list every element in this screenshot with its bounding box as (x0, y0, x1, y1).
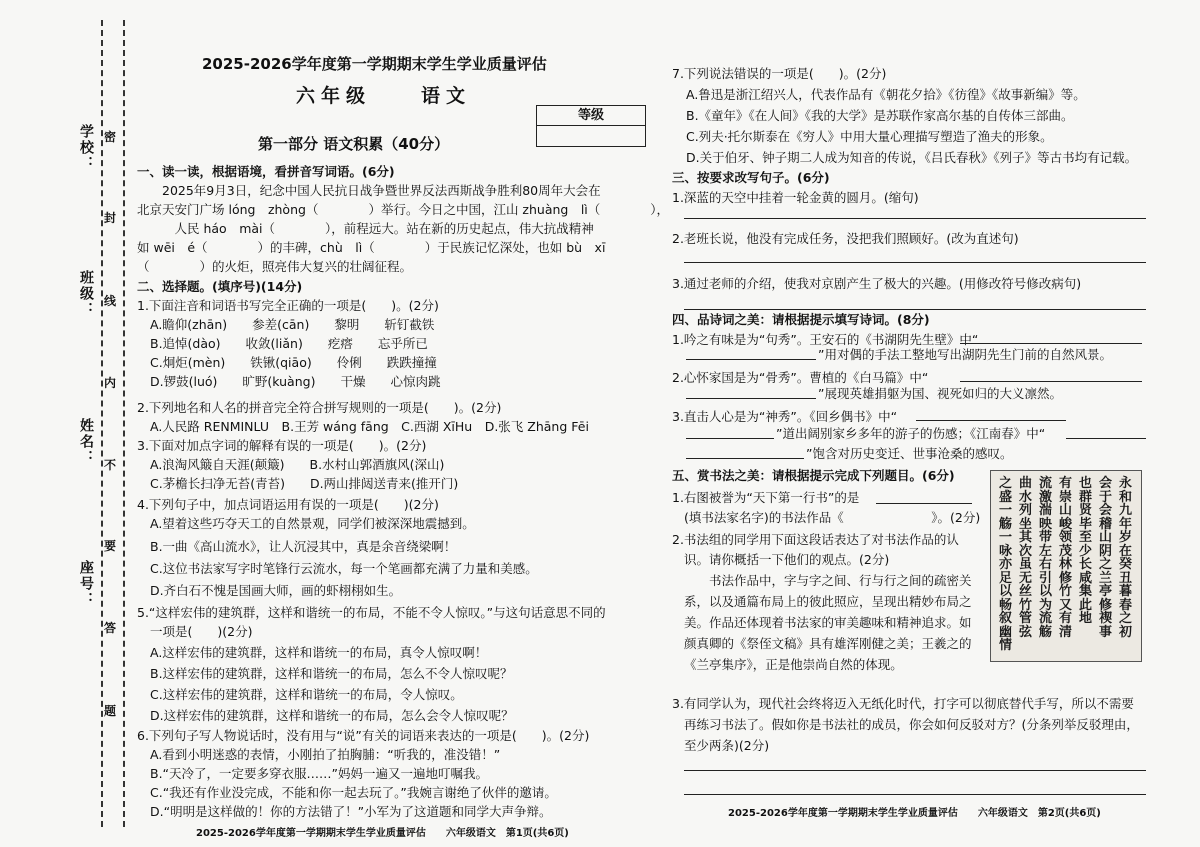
seal-char: 线 (104, 290, 116, 311)
option-line: A.鲁迅是浙江绍兴人，代表作品有《朝花夕拾》《彷徨》《故事新编》等。 (686, 87, 1086, 102)
quoted-passage-line: 颜真卿的《祭侄文稿》具有雄浑刚健之美；王羲之的 (684, 636, 972, 651)
option-line: A.望着这些巧夺天工的自然景观，同学们被深深地震撼到。 (150, 516, 475, 531)
passage-line: 2025年9月3日，纪念中国人民抗日战争暨世界反法西斯战争胜利80周年大会在 (137, 183, 601, 198)
passage-line: 如 wēi é（ ）的丰碑，chù lì（ ）于民族记忆深处，也如 bù xī (137, 240, 606, 255)
seal-char: 要 (104, 535, 116, 556)
answer-line[interactable] (684, 770, 1146, 771)
question-stem: 3.直击人心是为“神秀”。《回乡偶书》中“ (672, 409, 898, 424)
quoted-passage-line: 书法作品中，字与字之间、行与行之间的疏密关 (684, 573, 972, 588)
part-title: 第一部分 语文积累（40分） (258, 135, 450, 153)
answer-blank[interactable] (1066, 438, 1146, 439)
calligraphy-column: 曲水列坐其次虽无丝竹管弦 (1019, 476, 1033, 640)
option-line: D.这样宏伟的建筑群，这样和谐统一的布局，怎么会令人惊叹呢？ (150, 708, 514, 723)
option-line: C.这样宏伟的建筑群，这样和谐统一的布局，令人惊叹。 (150, 687, 463, 702)
question-stem: 2.书法组的同学用下面这段话表达了对书法作品的认 (672, 532, 959, 547)
calligraphy-column: 也群贤毕至少长咸集此地 (1079, 476, 1093, 626)
quoted-passage-line: 《兰亭集序》，正是他崇尚自然的体现。 (684, 657, 903, 672)
class-field-label: 班级： (78, 270, 94, 318)
question-stem: 2.下列地名和人名的拼音完全符合拼写规则的一项是( )。(2分) (137, 400, 502, 415)
seal-char: 答 (104, 617, 116, 638)
exam-header: 2025-2026学年度第一学期期末学生学业质量评估 (202, 55, 547, 73)
calligraphy-column: 有崇山峻领茂林修竹又有清 (1059, 476, 1073, 640)
quoted-passage-line: 美。作品还体现着书法家的审美趣味和精神追求。如 (684, 615, 972, 630)
option-line: C.茅檐长扫净无苔(青苔) D.两山排闼送青来(推开门) (150, 476, 459, 491)
option-line: A.瞻仰(zhān) 参差(cān) 黎明 斩钉截铁 (150, 317, 435, 332)
question-stem-continued: ”用对偶的手法工整地写出湖阴先生门前的自然风景。 (818, 347, 1112, 362)
option-line: B.追悼(dào) 收敛(liǎn) 疙瘩 忘乎所已 (150, 336, 428, 351)
section-heading: 三、按要求改写句子。(6分) (672, 170, 830, 185)
section-heading: 五、赏书法之美：请根据提示完成下列题目。(6分) (672, 468, 955, 483)
passage-line: 人民 háo mài（ ），前程远大。站在新的历史起点，伟大抗战精神 (137, 221, 594, 236)
seat-number-field-label: 座号： (78, 560, 94, 608)
grade-box (536, 105, 646, 147)
option-line: D.齐白石不愧是国画大师，画的虾栩栩如生。 (150, 583, 402, 598)
seal-char: 内 (104, 372, 116, 393)
section-heading: 一、读一读，根据语境，看拼音写词语。(6分) (137, 164, 395, 179)
seal-char: 密 (104, 126, 116, 147)
calligraphy-column: 永和九年岁在癸丑暮春之初 (1119, 476, 1133, 640)
option-line: A.浪淘风簸自天涯(颠簸) B.水村山郭酒旗风(深山) (150, 457, 445, 472)
option-line: D.锣鼓(luó) 旷野(kuàng) 干燥 心惊肉跳 (150, 374, 441, 389)
school-field-label: 学校： (78, 124, 94, 172)
option-line: B.《童年》《在人间》《我的大学》是苏联作家高尔基的自传体三部曲。 (686, 108, 1074, 123)
option-line: D.“明明是这样做的！你的方法错了！”小军为了这道题和同学大声争辩。 (150, 804, 552, 819)
passage-line: （ ）的火炬，照亮伟大复兴的壮阔征程。 (137, 259, 413, 274)
passage-line: 北京天安门广场 lóng zhòng（ ）举行。今日之中国，江山 zhuàng lì（ ）， (137, 202, 670, 217)
question-stem-continued: ”展现英雄捐躯为国、视死如归的大义凛然。 (818, 386, 1062, 401)
answer-blank[interactable] (686, 398, 816, 399)
question-stem: 1.右图被誉为“天下第一行书”的是 (672, 490, 860, 505)
binding-dashed-line-inner (123, 20, 125, 827)
question-stem-continued: 再练习书法了。假如你是书法社的成员，你会如何反驳对方？(分条列举反驳理由， (684, 717, 1139, 732)
seal-char: 题 (104, 700, 116, 721)
grade-box-label: 等级 (537, 106, 645, 126)
option-line: C.炯炬(mèn) 铁锹(qiāo) 伶俐 跌跌撞撞 (150, 355, 437, 370)
question-stem: 5.“这样宏伟的建筑群，这样和谐统一的布局，不能不令人惊叹。”与这句话意思不同的 (137, 605, 606, 620)
question-stem: 3.有同学认为，现代社会终将迈入无纸化时代，打字可以彻底替代手写，所以不需要 (672, 696, 1134, 711)
calligraphy-image (990, 470, 1142, 662)
section-heading: 四、品诗词之美：请根据提示填写诗词。(8分) (672, 312, 930, 327)
question-stem-continued: 至少两条)(2分) (684, 738, 770, 753)
answer-blank[interactable] (960, 343, 1142, 344)
option-line: D.关于伯牙、钟子期二人成为知音的传说，《吕氏春秋》《列子》等古书均有记载。 (686, 150, 1138, 165)
answer-blank[interactable] (686, 438, 774, 439)
question-stem: 6.下列句子写人物说话时，没有用与“说”有关的词语来表达的一项是( )。(2分) (137, 728, 590, 743)
question-stem-continued: (填书法家名字)的书法作品《 》。(2分) (684, 510, 981, 525)
answer-line[interactable] (684, 262, 1146, 263)
answer-blank[interactable] (876, 503, 972, 504)
question-stem: 3.下面对加点字词的解释有误的一项是( )。(2分) (137, 438, 427, 453)
binding-dashed-line-outer (101, 20, 103, 827)
answer-line[interactable] (684, 218, 1146, 219)
option-line: A.这样宏伟的建筑群，这样和谐统一的布局，真令人惊叹啊！ (150, 645, 488, 660)
question-stem: 4.下列句子中，加点词语运用有误的一项是( )(2分) (137, 497, 439, 512)
question-stem: 1.下面注音和词语书写完全正确的一项是( )。(2分) (137, 298, 439, 313)
option-line: B.这样宏伟的建筑群，这样和谐统一的布局，怎么不令人惊叹呢？ (150, 666, 513, 681)
answer-blank[interactable] (686, 458, 804, 459)
option-line: C.“我还有作业没完成，不能和你一起去玩了。”我婉言谢绝了伙伴的邀请。 (150, 785, 557, 800)
answer-blank[interactable] (916, 420, 1066, 421)
name-field-label: 姓名： (78, 418, 94, 466)
option-line: C.这位书法家写字时笔锋行云流水，每一个笔画都充满了力量和美感。 (150, 561, 538, 576)
page1-footer: 2025-2026学年度第一学期期末学生学业质量评估 六年级语文 第1页(共6页) (196, 828, 569, 839)
section-heading: 二、选择题。(填序号)(14分) (137, 279, 303, 294)
question-stem-continued: 识。请你概括一下他们的观点。(2分) (684, 552, 890, 567)
question-stem: 7.下列说法错误的一项是( )。(2分) (672, 66, 887, 81)
calligraphy-column: 会于会稽山阴之兰亭修禊事 (1099, 476, 1113, 640)
answer-line[interactable] (684, 309, 1146, 310)
option-line: B.“天冷了，一定要多穿衣服……”妈妈一遍又一遍地叮嘱我。 (150, 766, 489, 781)
seal-char: 不 (104, 454, 116, 475)
answer-blank[interactable] (686, 359, 816, 360)
question-stem: 2.心怀家国是为“骨秀”。曹植的《白马篇》中“ (672, 370, 929, 385)
calligraphy-column: 流激湍映带左右引以为流觞 (1039, 476, 1053, 640)
question-stem: 2.老班长说，他没有完成任务，没把我们照顾好。(改为直述句) (672, 231, 1019, 246)
option-line: C.列夫·托尔斯泰在《穷人》中用大量心理描写塑造了渔夫的形象。 (686, 129, 1053, 144)
question-stem: 3.通过老师的介绍，使我对京剧产生了极大的兴趣。(用修改符号修改病句) (672, 276, 1082, 291)
question-stem-continued: ”饱含对历史变迁、世事沧桑的感叹。 (806, 446, 1013, 461)
question-stem: 1.深蓝的天空中挂着一轮金黄的圆月。(缩句) (672, 190, 919, 205)
question-stem: 1.吟之有味是为“句秀”。王安石的《书湖阴先生壁》中“ (672, 332, 979, 347)
quoted-passage-line: 系，以及通篇布局上的彼此照应，呈现出精妙布局之 (684, 594, 972, 609)
page2-footer: 2025-2026学年度第一学期期末学生学业质量评估 六年级语文 第2页(共6页) (728, 808, 1101, 819)
option-line: A.看到小明迷惑的表情，小刚拍了拍胸脯：“听我的，准没错！” (150, 747, 501, 762)
question-stem-continued: ”道出阔别家乡多年的游子的伤感；《江南春》中“ (776, 426, 1046, 441)
question-stem-continued: 一项是( )(2分) (150, 624, 253, 639)
seal-char: 封 (104, 207, 116, 228)
answer-blank[interactable] (960, 381, 1142, 382)
option-line: B.一曲《高山流水》，让人沉浸其中，真是余音绕梁啊！ (150, 539, 457, 554)
option-line: A.人民路 RENMINLU B.王芳 wáng fāng C.西湖 XīHu D.张飞 Zhāng Fēi (150, 419, 589, 434)
answer-line[interactable] (684, 794, 1146, 795)
grade-subject-title: 六年级 语文 (296, 85, 472, 107)
calligraphy-column: 之盛一觞一咏亦足以畅叙幽情 (999, 476, 1013, 653)
